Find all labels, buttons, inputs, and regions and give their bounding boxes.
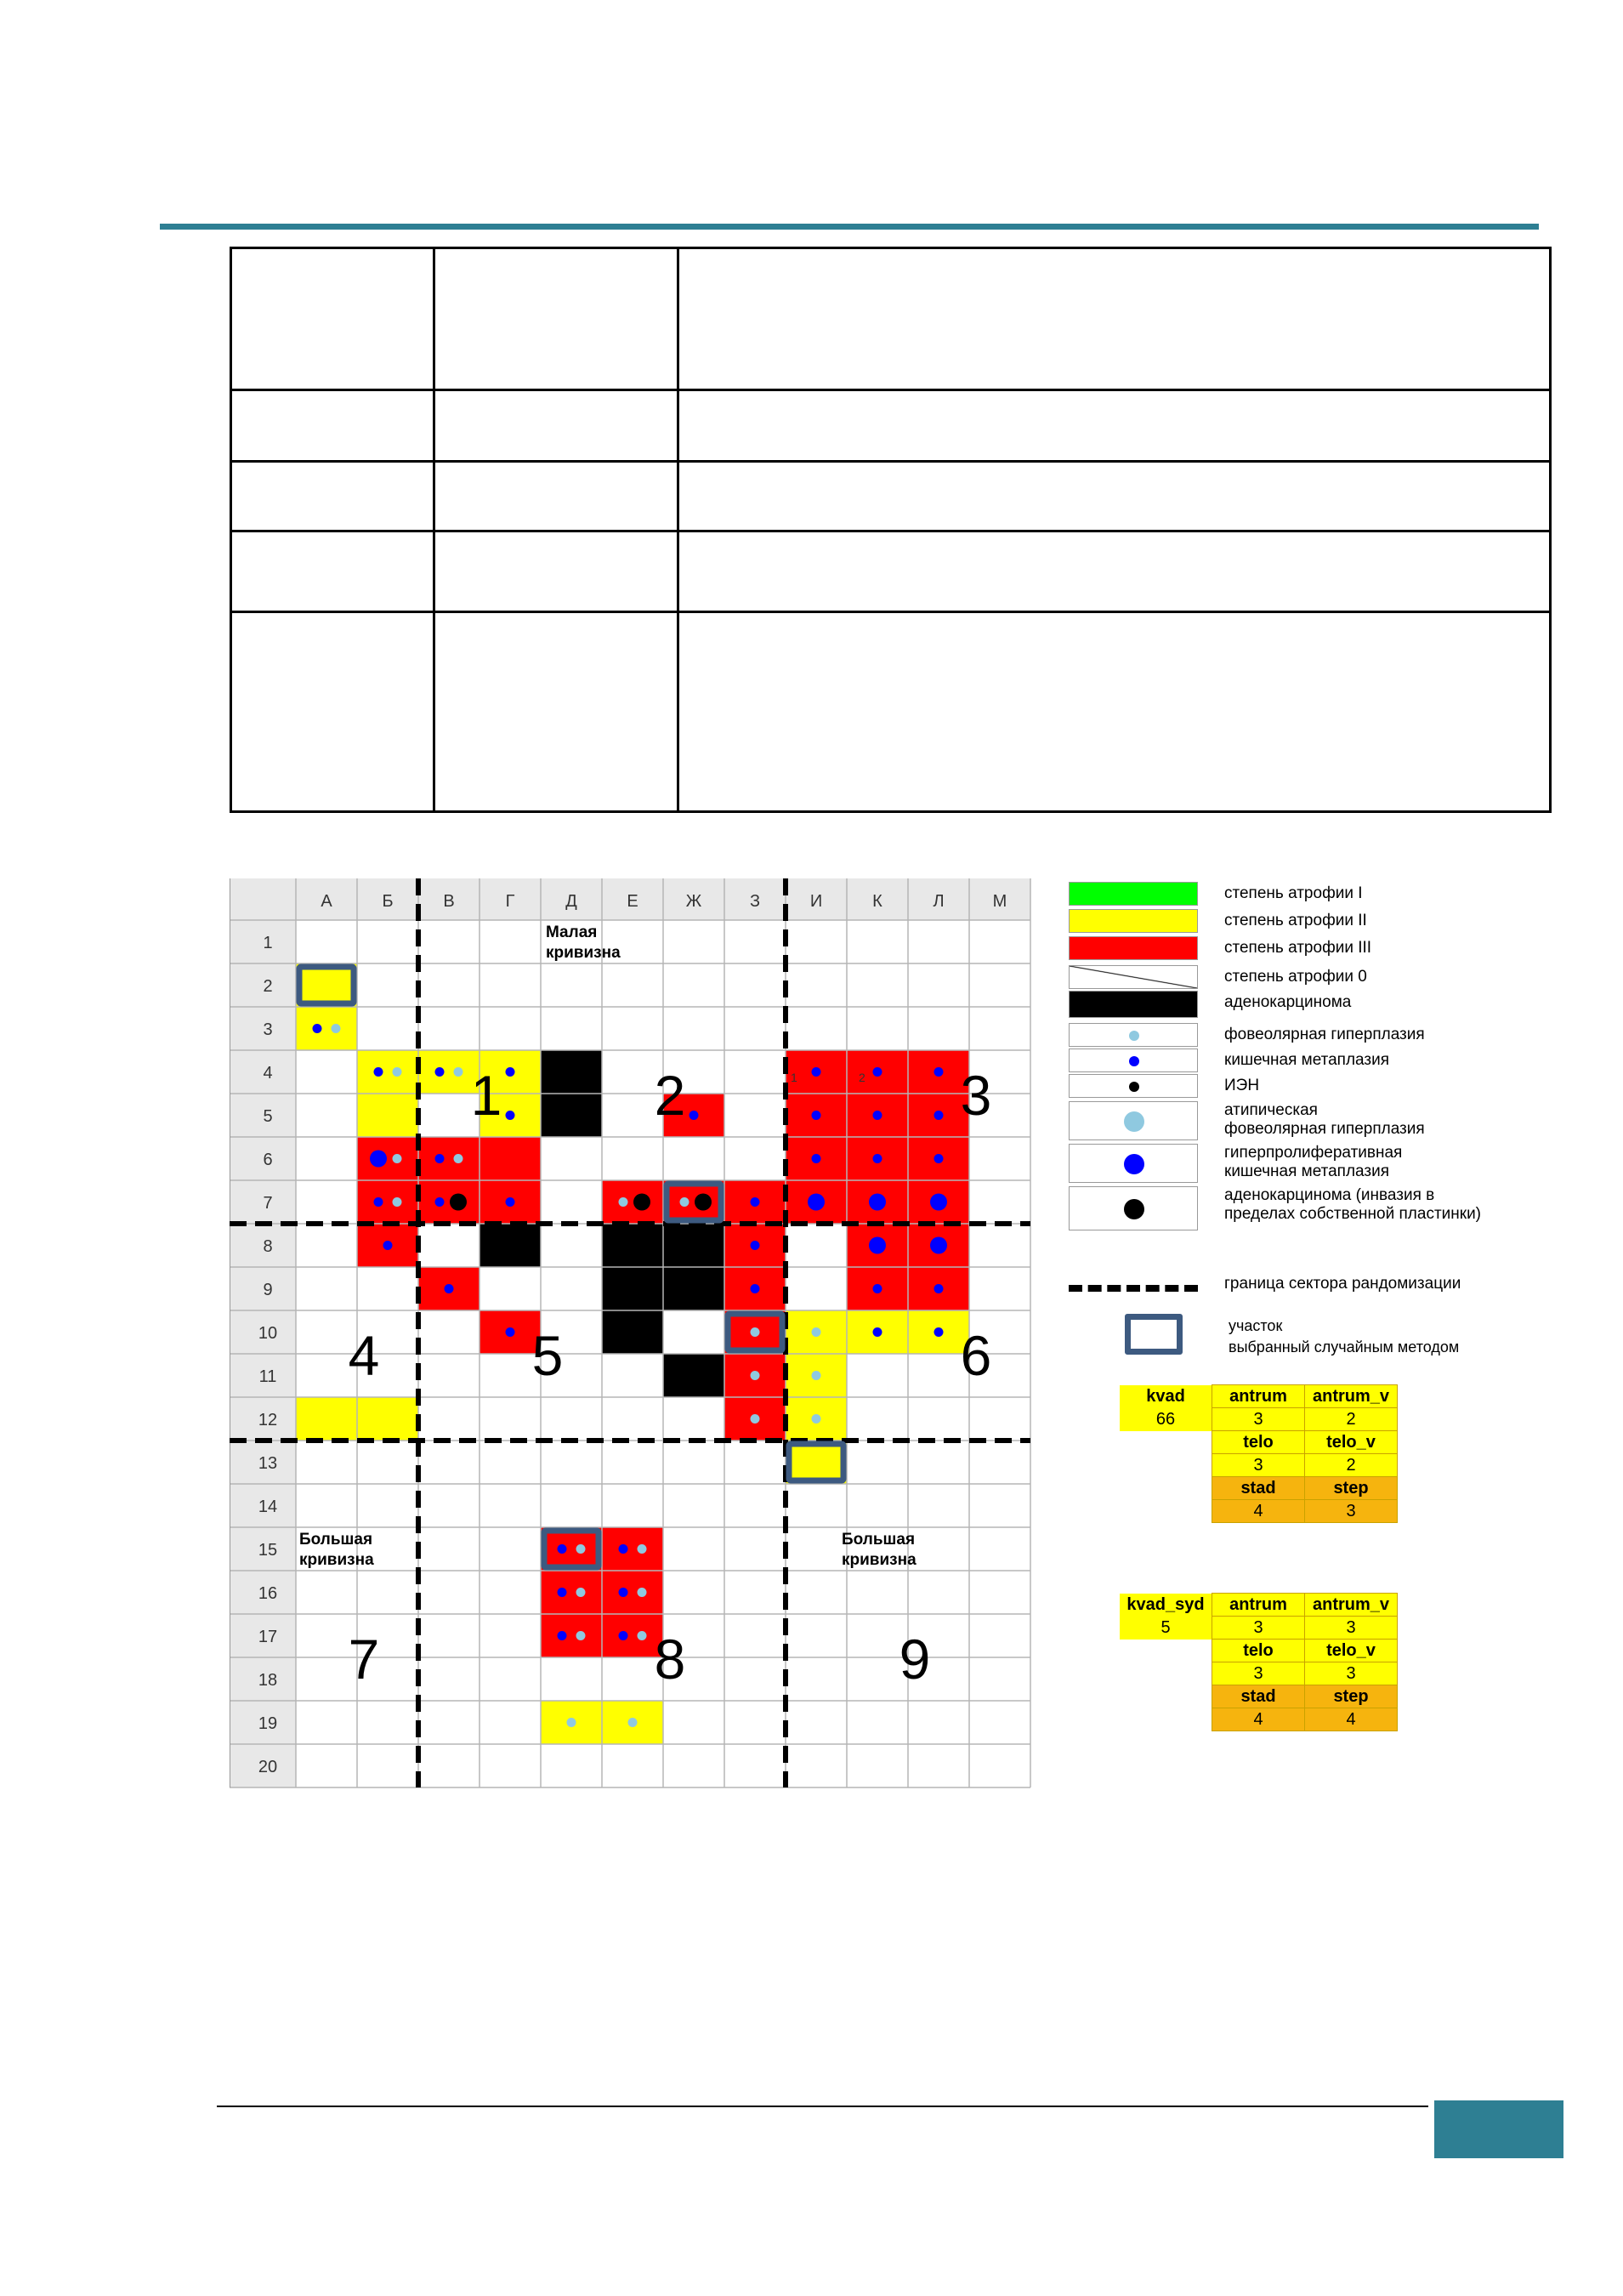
kvad-table-1 bbox=[1120, 1384, 1398, 1523]
finding-dot bbox=[576, 1588, 586, 1597]
randomization-border-icon bbox=[1069, 1285, 1198, 1292]
finding-dot bbox=[506, 1111, 515, 1120]
row-header: 2 bbox=[263, 977, 273, 996]
kvad-number: 3 bbox=[1212, 1408, 1305, 1431]
kvad-label: telo bbox=[1212, 1640, 1305, 1662]
row-header: 13 bbox=[258, 1454, 278, 1473]
finding-dot bbox=[445, 1284, 454, 1293]
kvad-number: 4 bbox=[1305, 1708, 1398, 1731]
finding-dot bbox=[812, 1327, 821, 1337]
row-header: 20 bbox=[258, 1758, 278, 1776]
legend-dot bbox=[1129, 1031, 1139, 1041]
small-mark: 1 bbox=[791, 1071, 797, 1084]
table-cell bbox=[231, 248, 434, 390]
sector-number: 9 bbox=[899, 1628, 931, 1691]
row-header: 4 bbox=[263, 1064, 273, 1083]
table-cell bbox=[231, 611, 434, 811]
finding-dot bbox=[435, 1197, 445, 1207]
row-header: 19 bbox=[258, 1714, 278, 1733]
greater-curvature-label: Большая bbox=[842, 1531, 916, 1549]
finding-dot bbox=[576, 1544, 586, 1554]
table-cell bbox=[231, 390, 434, 462]
finding-dot bbox=[808, 1194, 825, 1211]
finding-dot bbox=[934, 1327, 944, 1337]
finding-dot bbox=[751, 1197, 760, 1207]
kvad-empty bbox=[1120, 1708, 1212, 1731]
finding-dot bbox=[454, 1154, 463, 1163]
swatch-black-icon bbox=[1069, 991, 1198, 1018]
finding-dot bbox=[506, 1197, 515, 1207]
finding-dot bbox=[873, 1284, 882, 1293]
table-cell bbox=[678, 462, 1551, 531]
finding-dot bbox=[393, 1154, 402, 1163]
finding-dot bbox=[619, 1544, 628, 1554]
kvad-label: telo bbox=[1212, 1431, 1305, 1454]
grid-cell bbox=[418, 1180, 480, 1224]
finding-dot bbox=[751, 1371, 760, 1380]
sector-number: 3 bbox=[960, 1064, 992, 1127]
finding-dot bbox=[558, 1588, 567, 1597]
kvad-empty bbox=[1120, 1477, 1212, 1500]
kvad-number: 2 bbox=[1305, 1408, 1398, 1431]
kvad-empty bbox=[1120, 1662, 1212, 1685]
finding-dot bbox=[680, 1197, 689, 1207]
grid-cell bbox=[663, 1354, 724, 1397]
table-cell bbox=[678, 611, 1551, 811]
kvad-number: 3 bbox=[1212, 1454, 1305, 1477]
legend-label: степень атрофии I bbox=[1224, 884, 1363, 902]
legend-dot bbox=[1124, 1111, 1144, 1132]
finding-dot bbox=[374, 1067, 383, 1077]
finding-dot bbox=[812, 1154, 821, 1163]
column-header: В bbox=[443, 892, 455, 911]
kvad-label: antrum bbox=[1212, 1385, 1305, 1408]
sector-number: 7 bbox=[348, 1628, 380, 1691]
finding-dot bbox=[435, 1154, 445, 1163]
finding-dot bbox=[332, 1024, 341, 1033]
finding-dot bbox=[370, 1151, 387, 1168]
finding-dot bbox=[812, 1371, 821, 1380]
kvad-number: 3 bbox=[1305, 1500, 1398, 1523]
row-header: 6 bbox=[263, 1151, 273, 1169]
legend-label: степень атрофии II bbox=[1224, 912, 1367, 929]
legend-label: атипическая фовеолярная гиперплазия bbox=[1224, 1101, 1425, 1138]
finding-dot bbox=[454, 1067, 463, 1077]
finding-dot bbox=[619, 1197, 628, 1207]
legend-selected-label: участок bbox=[1229, 1317, 1283, 1334]
finding-dot bbox=[869, 1237, 886, 1254]
table-cell bbox=[434, 531, 678, 611]
finding-dot bbox=[567, 1718, 576, 1727]
kvad-number: 4 bbox=[1212, 1708, 1305, 1731]
column-header: Д bbox=[565, 892, 577, 911]
finding-dot bbox=[934, 1067, 944, 1077]
kvad-number: 4 bbox=[1212, 1500, 1305, 1523]
dot-blue-large-icon bbox=[1069, 1144, 1198, 1183]
finding-dot bbox=[934, 1154, 944, 1163]
row-header: 16 bbox=[258, 1584, 278, 1603]
grid-cell bbox=[418, 1137, 480, 1180]
legend-label: гиперпролиферативная кишечная метаплазия bbox=[1224, 1144, 1403, 1180]
finding-dot bbox=[313, 1024, 322, 1033]
finding-dot bbox=[506, 1067, 515, 1077]
grid-cell bbox=[602, 1267, 663, 1310]
kvad-label: step bbox=[1305, 1477, 1398, 1500]
column-header: И bbox=[809, 892, 823, 911]
legend-label: аденокарцинома (инвазия в пределах собственной пластинки) bbox=[1224, 1186, 1482, 1223]
kvad-empty bbox=[1120, 1640, 1212, 1662]
legend-dot bbox=[1129, 1056, 1139, 1066]
finding-dot bbox=[873, 1327, 882, 1337]
table-cell bbox=[434, 462, 678, 531]
greater-curvature-label: кривизна bbox=[299, 1551, 374, 1569]
finding-dot bbox=[934, 1111, 944, 1120]
sector-number: 4 bbox=[348, 1324, 380, 1387]
kvad-value: 5 bbox=[1120, 1617, 1212, 1640]
grid-cell bbox=[296, 963, 357, 1007]
finding-dot bbox=[695, 1194, 712, 1211]
sector-number: 6 bbox=[960, 1324, 992, 1387]
grid-cell bbox=[541, 1614, 602, 1657]
finding-dot bbox=[812, 1067, 821, 1077]
finding-dot bbox=[383, 1241, 393, 1250]
finding-dot bbox=[374, 1197, 383, 1207]
grid-cell bbox=[602, 1180, 663, 1224]
finding-dot bbox=[619, 1588, 628, 1597]
column-header: К bbox=[872, 892, 882, 911]
page-number-tab bbox=[1434, 2100, 1563, 2158]
finding-dot bbox=[934, 1284, 944, 1293]
column-header: Л bbox=[933, 892, 945, 911]
finding-dot bbox=[576, 1631, 586, 1640]
selected-site-icon bbox=[1125, 1314, 1183, 1355]
table-cell bbox=[678, 390, 1551, 462]
finding-dot bbox=[393, 1197, 402, 1207]
small-mark: 2 bbox=[859, 1071, 865, 1084]
row-header: 9 bbox=[263, 1281, 273, 1299]
kvad-label: step bbox=[1305, 1685, 1398, 1708]
grid-cell bbox=[541, 1094, 602, 1137]
grid-cell bbox=[663, 1224, 724, 1267]
kvad-label: antrum_v bbox=[1305, 1385, 1398, 1408]
kvad-number: 3 bbox=[1212, 1617, 1305, 1640]
grid-cell bbox=[602, 1310, 663, 1354]
finding-dot bbox=[873, 1154, 882, 1163]
kvad-empty bbox=[1120, 1454, 1212, 1477]
grid-cell bbox=[357, 1397, 418, 1441]
grid-cell bbox=[541, 1050, 602, 1094]
column-header: М bbox=[992, 892, 1007, 911]
kvad-number: 3 bbox=[1305, 1662, 1398, 1685]
dot-black-small-icon bbox=[1069, 1074, 1198, 1098]
row-header: 5 bbox=[263, 1107, 273, 1126]
legend-dot bbox=[1129, 1082, 1139, 1092]
kvad-table-2 bbox=[1120, 1593, 1398, 1731]
legend-label: степень атрофии 0 bbox=[1224, 968, 1367, 986]
grid-cell bbox=[602, 1224, 663, 1267]
kvad-value: 66 bbox=[1120, 1408, 1212, 1431]
finding-dot bbox=[751, 1414, 760, 1424]
stomach-map-grid bbox=[230, 878, 1033, 1793]
row-header: 14 bbox=[258, 1498, 278, 1516]
greater-curvature-label: кривизна bbox=[842, 1551, 916, 1569]
row-header: 17 bbox=[258, 1628, 278, 1646]
finding-dot bbox=[393, 1067, 402, 1077]
row-header: 1 bbox=[263, 934, 273, 952]
column-header: Г bbox=[505, 892, 515, 911]
finding-dot bbox=[506, 1327, 515, 1337]
grid-cell bbox=[357, 1050, 418, 1094]
swatch-green-icon bbox=[1069, 882, 1198, 906]
finding-dot bbox=[638, 1544, 647, 1554]
table-cell bbox=[434, 248, 678, 390]
dot-black-large-icon bbox=[1069, 1186, 1198, 1230]
kvad-empty bbox=[1120, 1431, 1212, 1454]
legend-dot bbox=[1124, 1199, 1144, 1219]
table-cell bbox=[231, 462, 434, 531]
sector-number: 1 bbox=[470, 1064, 502, 1127]
finding-dot bbox=[558, 1544, 567, 1554]
column-header: Б bbox=[382, 892, 394, 911]
sector-number: 8 bbox=[654, 1628, 686, 1691]
grid-cell bbox=[480, 1224, 541, 1267]
row-header: 11 bbox=[258, 1367, 277, 1386]
grid-cell bbox=[357, 1180, 418, 1224]
row-header: 8 bbox=[263, 1237, 273, 1256]
legend-label: ИЭН bbox=[1224, 1077, 1260, 1094]
swatch-diagonal-icon bbox=[1069, 965, 1198, 989]
kvad-label: antrum bbox=[1212, 1594, 1305, 1617]
finding-dot bbox=[558, 1631, 567, 1640]
grid-cell bbox=[296, 1007, 357, 1050]
grid-cell bbox=[602, 1527, 663, 1571]
finding-dot bbox=[751, 1327, 760, 1337]
finding-dot bbox=[812, 1414, 821, 1424]
finding-dot bbox=[751, 1241, 760, 1250]
table-cell bbox=[231, 531, 434, 611]
grid-cell bbox=[541, 1527, 602, 1571]
finding-dot bbox=[619, 1631, 628, 1640]
column-header: Ж bbox=[685, 892, 702, 911]
legend-selected-label: выбранный случайным методом bbox=[1229, 1338, 1460, 1355]
finding-dot bbox=[930, 1194, 947, 1211]
kvad-label: stad bbox=[1212, 1685, 1305, 1708]
legend-label: степень атрофии III bbox=[1224, 939, 1372, 957]
kvad-head: kvad bbox=[1120, 1385, 1212, 1408]
grid-cell bbox=[663, 1180, 724, 1224]
footer-rule bbox=[217, 2106, 1428, 2107]
table-cell bbox=[678, 248, 1551, 390]
legend-label: аденокарцинома bbox=[1224, 993, 1352, 1011]
row-header: 10 bbox=[258, 1324, 278, 1343]
finding-dot bbox=[633, 1194, 650, 1211]
finding-dot bbox=[689, 1111, 699, 1120]
dot-lightblue-small-icon bbox=[1069, 1023, 1198, 1047]
row-header: 12 bbox=[258, 1411, 278, 1429]
kvad-head: kvad_syd bbox=[1120, 1594, 1212, 1617]
dot-blue-small-icon bbox=[1069, 1049, 1198, 1072]
table-cell bbox=[434, 390, 678, 462]
finding-dot bbox=[812, 1111, 821, 1120]
grid-cell bbox=[357, 1137, 418, 1180]
legend-dot bbox=[1124, 1154, 1144, 1174]
kvad-number: 3 bbox=[1212, 1662, 1305, 1685]
kvad-label: telo_v bbox=[1305, 1431, 1398, 1454]
finding-dot bbox=[930, 1237, 947, 1254]
kvad-number: 3 bbox=[1305, 1617, 1398, 1640]
legend-label: фовеолярная гиперплазия bbox=[1224, 1026, 1425, 1043]
dot-lightblue-large-icon bbox=[1069, 1101, 1198, 1140]
empty-table bbox=[230, 247, 1552, 813]
swatch-red-icon bbox=[1069, 936, 1198, 960]
finding-dot bbox=[628, 1718, 638, 1727]
kvad-label: stad bbox=[1212, 1477, 1305, 1500]
grid-cell bbox=[602, 1571, 663, 1614]
finding-dot bbox=[873, 1111, 882, 1120]
kvad-empty bbox=[1120, 1500, 1212, 1523]
kvad-empty bbox=[1120, 1685, 1212, 1708]
kvad-label: telo_v bbox=[1305, 1640, 1398, 1662]
column-header: А bbox=[321, 892, 332, 911]
column-header: Е bbox=[627, 892, 638, 911]
row-header: 15 bbox=[258, 1541, 278, 1560]
sector-number: 5 bbox=[531, 1324, 564, 1387]
lesser-curvature-label: кривизна bbox=[546, 944, 621, 962]
lesser-curvature-label: Малая bbox=[546, 924, 598, 941]
row-header: 18 bbox=[258, 1671, 278, 1690]
swatch-yellow-icon bbox=[1069, 909, 1198, 933]
finding-dot bbox=[638, 1588, 647, 1597]
legend-border-label: граница сектора рандомизации bbox=[1224, 1275, 1461, 1293]
finding-dot bbox=[751, 1284, 760, 1293]
grid-cell bbox=[663, 1267, 724, 1310]
grid-cell bbox=[541, 1571, 602, 1614]
header-rule bbox=[160, 224, 1539, 230]
kvad-number: 2 bbox=[1305, 1454, 1398, 1477]
grid-cell bbox=[296, 1397, 357, 1441]
legend-label: кишечная метаплазия bbox=[1224, 1051, 1390, 1069]
table-cell bbox=[434, 611, 678, 811]
greater-curvature-label: Большая bbox=[299, 1531, 373, 1549]
kvad-label: antrum_v bbox=[1305, 1594, 1398, 1617]
column-header: З bbox=[749, 892, 761, 911]
grid-cell bbox=[357, 1094, 418, 1137]
sector-number: 2 bbox=[654, 1064, 686, 1127]
row-header: 7 bbox=[263, 1194, 273, 1213]
finding-dot bbox=[435, 1067, 445, 1077]
finding-dot bbox=[638, 1631, 647, 1640]
finding-dot bbox=[869, 1194, 886, 1211]
finding-dot bbox=[450, 1194, 467, 1211]
table-cell bbox=[678, 531, 1551, 611]
grid-cell bbox=[786, 1441, 847, 1484]
row-header: 3 bbox=[263, 1020, 273, 1039]
finding-dot bbox=[873, 1067, 882, 1077]
grid-cell bbox=[480, 1137, 541, 1180]
